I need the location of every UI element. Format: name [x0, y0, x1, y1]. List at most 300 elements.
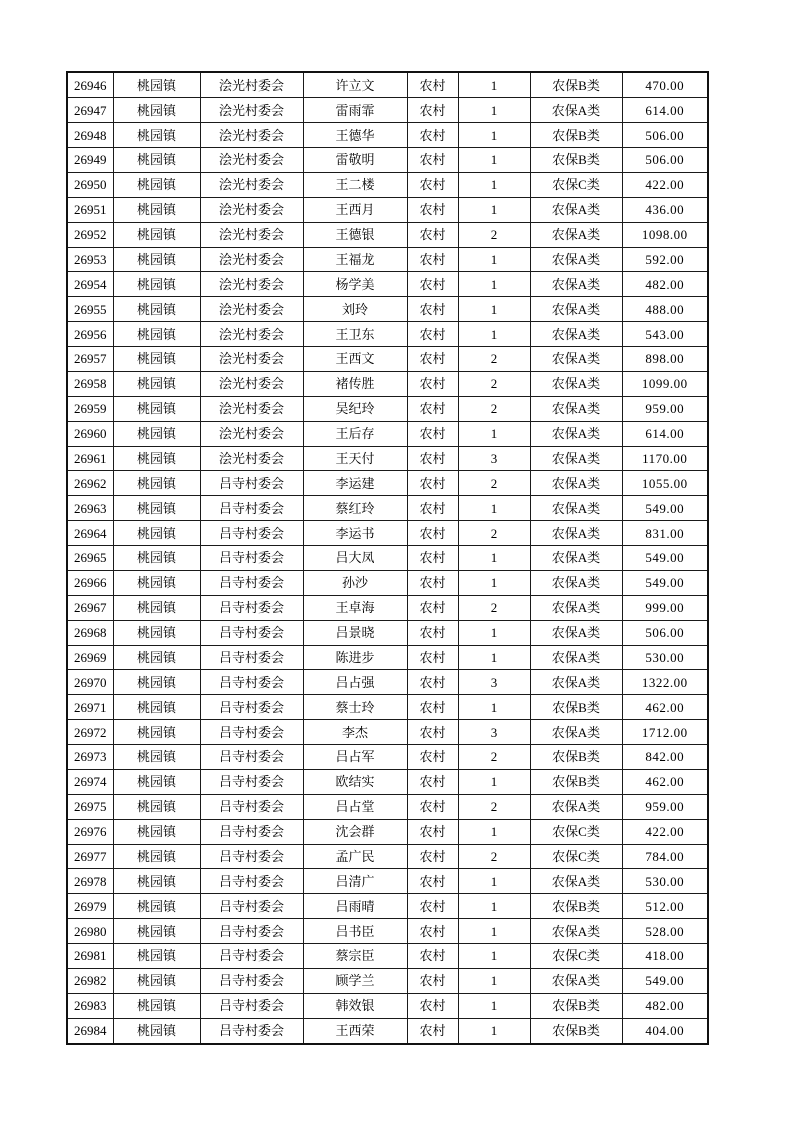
cell-village-committee: 吕寺村委会 — [200, 645, 303, 670]
table-row — [67, 968, 708, 993]
cell-person-count: 1 — [458, 148, 530, 173]
cell-record-id: 26976 — [67, 819, 113, 844]
table-row — [67, 148, 708, 173]
cell-name: 吕占堂 — [303, 794, 407, 819]
table-row — [67, 123, 708, 148]
cell-record-id: 26956 — [67, 322, 113, 347]
cell-person-count: 3 — [458, 446, 530, 471]
cell-name: 王德华 — [303, 123, 407, 148]
cell-name: 顾学兰 — [303, 968, 407, 993]
cell-person-count: 1 — [458, 695, 530, 720]
cell-village-committee: 浍光村委会 — [200, 172, 303, 197]
cell-residence-type: 农村 — [407, 720, 458, 745]
cell-record-id: 26977 — [67, 844, 113, 869]
cell-name: 吕书臣 — [303, 919, 407, 944]
cell-residence-type: 农村 — [407, 745, 458, 770]
cell-person-count: 2 — [458, 794, 530, 819]
cell-village-committee: 吕寺村委会 — [200, 496, 303, 521]
cell-residence-type: 农村 — [407, 72, 458, 98]
cell-insurance-category: 农保A类 — [530, 446, 622, 471]
cell-amount: 549.00 — [622, 968, 708, 993]
cell-name: 刘玲 — [303, 297, 407, 322]
cell-person-count: 1 — [458, 819, 530, 844]
cell-name: 蔡士玲 — [303, 695, 407, 720]
cell-person-count: 1 — [458, 546, 530, 571]
cell-town: 桃园镇 — [113, 421, 200, 446]
cell-town: 桃园镇 — [113, 123, 200, 148]
cell-name: 王卫东 — [303, 322, 407, 347]
cell-village-committee: 吕寺村委会 — [200, 745, 303, 770]
cell-person-count: 2 — [458, 844, 530, 869]
cell-name: 陈进步 — [303, 645, 407, 670]
cell-town: 桃园镇 — [113, 247, 200, 272]
cell-insurance-category: 农保A类 — [530, 794, 622, 819]
cell-village-committee: 浍光村委会 — [200, 98, 303, 123]
cell-insurance-category: 农保A类 — [530, 496, 622, 521]
cell-person-count: 1 — [458, 769, 530, 794]
cell-insurance-category: 农保A类 — [530, 98, 622, 123]
cell-record-id: 26955 — [67, 297, 113, 322]
cell-person-count: 1 — [458, 272, 530, 297]
cell-town: 桃园镇 — [113, 546, 200, 571]
table-row — [67, 197, 708, 222]
cell-insurance-category: 农保A类 — [530, 197, 622, 222]
cell-amount: 506.00 — [622, 620, 708, 645]
cell-residence-type: 农村 — [407, 570, 458, 595]
table-row — [67, 695, 708, 720]
cell-village-committee: 吕寺村委会 — [200, 968, 303, 993]
cell-residence-type: 农村 — [407, 968, 458, 993]
cell-insurance-category: 农保A类 — [530, 297, 622, 322]
cell-amount: 1170.00 — [622, 446, 708, 471]
cell-town: 桃园镇 — [113, 620, 200, 645]
cell-town: 桃园镇 — [113, 720, 200, 745]
cell-amount: 549.00 — [622, 496, 708, 521]
cell-amount: 506.00 — [622, 123, 708, 148]
cell-person-count: 2 — [458, 521, 530, 546]
cell-residence-type: 农村 — [407, 645, 458, 670]
table-row — [67, 670, 708, 695]
cell-person-count: 2 — [458, 347, 530, 372]
cell-record-id: 26952 — [67, 222, 113, 247]
cell-insurance-category: 农保A类 — [530, 546, 622, 571]
cell-record-id: 26975 — [67, 794, 113, 819]
cell-insurance-category: 农保B类 — [530, 769, 622, 794]
cell-residence-type: 农村 — [407, 993, 458, 1018]
cell-name: 韩效银 — [303, 993, 407, 1018]
cell-name: 欧结实 — [303, 769, 407, 794]
cell-amount: 999.00 — [622, 595, 708, 620]
cell-residence-type: 农村 — [407, 595, 458, 620]
cell-person-count: 1 — [458, 968, 530, 993]
cell-town: 桃园镇 — [113, 1018, 200, 1044]
cell-amount: 549.00 — [622, 570, 708, 595]
cell-amount: 462.00 — [622, 695, 708, 720]
cell-town: 桃园镇 — [113, 297, 200, 322]
cell-record-id: 26981 — [67, 944, 113, 969]
cell-town: 桃园镇 — [113, 521, 200, 546]
cell-amount: 614.00 — [622, 421, 708, 446]
cell-amount: 543.00 — [622, 322, 708, 347]
cell-town: 桃园镇 — [113, 695, 200, 720]
cell-insurance-category: 农保B类 — [530, 123, 622, 148]
table-row — [67, 446, 708, 471]
cell-record-id: 26966 — [67, 570, 113, 595]
cell-town: 桃园镇 — [113, 446, 200, 471]
cell-village-committee: 吕寺村委会 — [200, 595, 303, 620]
cell-name: 王西文 — [303, 347, 407, 372]
cell-amount: 1055.00 — [622, 471, 708, 496]
cell-person-count: 1 — [458, 197, 530, 222]
cell-insurance-category: 农保A类 — [530, 471, 622, 496]
cell-record-id: 26983 — [67, 993, 113, 1018]
table-row — [67, 297, 708, 322]
cell-record-id: 26951 — [67, 197, 113, 222]
cell-name: 王二楼 — [303, 172, 407, 197]
cell-person-count: 1 — [458, 1018, 530, 1044]
cell-insurance-category: 农保A类 — [530, 396, 622, 421]
table-row — [67, 347, 708, 372]
cell-town: 桃园镇 — [113, 944, 200, 969]
cell-village-committee: 吕寺村委会 — [200, 894, 303, 919]
cell-village-committee: 吕寺村委会 — [200, 944, 303, 969]
cell-town: 桃园镇 — [113, 197, 200, 222]
cell-person-count: 1 — [458, 570, 530, 595]
cell-record-id: 26949 — [67, 148, 113, 173]
cell-insurance-category: 农保A类 — [530, 272, 622, 297]
cell-name: 吴纪玲 — [303, 396, 407, 421]
cell-amount: 422.00 — [622, 819, 708, 844]
cell-village-committee: 浍光村委会 — [200, 123, 303, 148]
cell-residence-type: 农村 — [407, 794, 458, 819]
cell-town: 桃园镇 — [113, 396, 200, 421]
cell-town: 桃园镇 — [113, 745, 200, 770]
cell-insurance-category: 农保C类 — [530, 819, 622, 844]
cell-residence-type: 农村 — [407, 894, 458, 919]
cell-town: 桃园镇 — [113, 322, 200, 347]
cell-town: 桃园镇 — [113, 869, 200, 894]
cell-residence-type: 农村 — [407, 620, 458, 645]
cell-amount: 422.00 — [622, 172, 708, 197]
cell-amount: 592.00 — [622, 247, 708, 272]
cell-village-committee: 浍光村委会 — [200, 297, 303, 322]
cell-village-committee: 浍光村委会 — [200, 72, 303, 98]
cell-village-committee: 浍光村委会 — [200, 247, 303, 272]
cell-insurance-category: 农保A类 — [530, 247, 622, 272]
cell-village-committee: 吕寺村委会 — [200, 869, 303, 894]
cell-amount: 488.00 — [622, 297, 708, 322]
cell-name: 吕占强 — [303, 670, 407, 695]
cell-amount: 1099.00 — [622, 371, 708, 396]
cell-village-committee: 浍光村委会 — [200, 197, 303, 222]
cell-name: 李运书 — [303, 521, 407, 546]
cell-village-committee: 吕寺村委会 — [200, 919, 303, 944]
cell-record-id: 26973 — [67, 745, 113, 770]
cell-name: 王福龙 — [303, 247, 407, 272]
cell-amount: 512.00 — [622, 894, 708, 919]
cell-town: 桃园镇 — [113, 968, 200, 993]
table-row — [67, 869, 708, 894]
table-row — [67, 919, 708, 944]
table-row — [67, 570, 708, 595]
cell-name: 雷雨霏 — [303, 98, 407, 123]
cell-residence-type: 农村 — [407, 172, 458, 197]
cell-residence-type: 农村 — [407, 148, 458, 173]
cell-amount: 614.00 — [622, 98, 708, 123]
cell-person-count: 1 — [458, 247, 530, 272]
cell-insurance-category: 农保A类 — [530, 570, 622, 595]
cell-name: 吕雨晴 — [303, 894, 407, 919]
cell-insurance-category: 农保B类 — [530, 745, 622, 770]
cell-person-count: 1 — [458, 322, 530, 347]
cell-residence-type: 农村 — [407, 222, 458, 247]
cell-person-count: 3 — [458, 670, 530, 695]
cell-insurance-category: 农保A类 — [530, 720, 622, 745]
cell-residence-type: 农村 — [407, 496, 458, 521]
cell-town: 桃园镇 — [113, 894, 200, 919]
cell-residence-type: 农村 — [407, 546, 458, 571]
cell-residence-type: 农村 — [407, 869, 458, 894]
cell-record-id: 26953 — [67, 247, 113, 272]
cell-residence-type: 农村 — [407, 347, 458, 372]
cell-village-committee: 吕寺村委会 — [200, 521, 303, 546]
cell-residence-type: 农村 — [407, 297, 458, 322]
cell-record-id: 26969 — [67, 645, 113, 670]
cell-record-id: 26963 — [67, 496, 113, 521]
table-row — [67, 72, 708, 98]
cell-name: 王西荣 — [303, 1018, 407, 1044]
cell-insurance-category: 农保A类 — [530, 595, 622, 620]
cell-residence-type: 农村 — [407, 421, 458, 446]
cell-person-count: 1 — [458, 944, 530, 969]
table-row — [67, 421, 708, 446]
cell-insurance-category: 农保A类 — [530, 222, 622, 247]
cell-insurance-category: 农保A类 — [530, 620, 622, 645]
cell-insurance-category: 农保B类 — [530, 72, 622, 98]
cell-village-committee: 吕寺村委会 — [200, 769, 303, 794]
cell-person-count: 1 — [458, 172, 530, 197]
cell-name: 蔡红玲 — [303, 496, 407, 521]
cell-town: 桃园镇 — [113, 819, 200, 844]
cell-person-count: 1 — [458, 421, 530, 446]
cell-amount: 528.00 — [622, 919, 708, 944]
cell-record-id: 26958 — [67, 371, 113, 396]
cell-amount: 462.00 — [622, 769, 708, 794]
cell-name: 雷敬明 — [303, 148, 407, 173]
cell-town: 桃园镇 — [113, 496, 200, 521]
cell-person-count: 1 — [458, 72, 530, 98]
cell-person-count: 1 — [458, 993, 530, 1018]
cell-town: 桃园镇 — [113, 844, 200, 869]
cell-person-count: 1 — [458, 496, 530, 521]
cell-name: 王卓海 — [303, 595, 407, 620]
cell-town: 桃园镇 — [113, 371, 200, 396]
table-row — [67, 844, 708, 869]
cell-insurance-category: 农保A类 — [530, 645, 622, 670]
cell-residence-type: 农村 — [407, 396, 458, 421]
cell-record-id: 26946 — [67, 72, 113, 98]
cell-record-id: 26950 — [67, 172, 113, 197]
cell-amount: 549.00 — [622, 546, 708, 571]
cell-name: 王后存 — [303, 421, 407, 446]
cell-record-id: 26978 — [67, 869, 113, 894]
cell-name: 王西月 — [303, 197, 407, 222]
table-row — [67, 371, 708, 396]
cell-residence-type: 农村 — [407, 844, 458, 869]
table-row — [67, 944, 708, 969]
cell-village-committee: 浍光村委会 — [200, 396, 303, 421]
cell-village-committee: 浍光村委会 — [200, 272, 303, 297]
table-row — [67, 794, 708, 819]
cell-residence-type: 农村 — [407, 819, 458, 844]
cell-village-committee: 浍光村委会 — [200, 421, 303, 446]
cell-town: 桃园镇 — [113, 595, 200, 620]
cell-residence-type: 农村 — [407, 371, 458, 396]
cell-residence-type: 农村 — [407, 123, 458, 148]
cell-insurance-category: 农保C类 — [530, 172, 622, 197]
cell-insurance-category: 农保B类 — [530, 894, 622, 919]
cell-village-committee: 吕寺村委会 — [200, 471, 303, 496]
cell-amount: 530.00 — [622, 645, 708, 670]
cell-name: 褚传胜 — [303, 371, 407, 396]
cell-person-count: 1 — [458, 620, 530, 645]
cell-residence-type: 农村 — [407, 322, 458, 347]
cell-residence-type: 农村 — [407, 446, 458, 471]
table-row — [67, 645, 708, 670]
cell-insurance-category: 农保C类 — [530, 944, 622, 969]
cell-town: 桃园镇 — [113, 645, 200, 670]
cell-amount: 470.00 — [622, 72, 708, 98]
cell-person-count: 2 — [458, 745, 530, 770]
cell-person-count: 1 — [458, 645, 530, 670]
cell-record-id: 26970 — [67, 670, 113, 695]
cell-village-committee: 浍光村委会 — [200, 222, 303, 247]
cell-insurance-category: 农保B类 — [530, 695, 622, 720]
cell-amount: 784.00 — [622, 844, 708, 869]
cell-person-count: 1 — [458, 297, 530, 322]
table-row — [67, 745, 708, 770]
cell-village-committee: 浍光村委会 — [200, 347, 303, 372]
cell-insurance-category: 农保A类 — [530, 371, 622, 396]
cell-amount: 506.00 — [622, 148, 708, 173]
cell-record-id: 26968 — [67, 620, 113, 645]
cell-name: 沈会群 — [303, 819, 407, 844]
cell-insurance-category: 农保C类 — [530, 844, 622, 869]
cell-insurance-category: 农保B类 — [530, 1018, 622, 1044]
cell-record-id: 26979 — [67, 894, 113, 919]
cell-town: 桃园镇 — [113, 471, 200, 496]
table-row — [67, 819, 708, 844]
cell-village-committee: 吕寺村委会 — [200, 695, 303, 720]
cell-person-count: 2 — [458, 595, 530, 620]
cell-record-id: 26967 — [67, 595, 113, 620]
cell-record-id: 26947 — [67, 98, 113, 123]
cell-amount: 530.00 — [622, 869, 708, 894]
cell-insurance-category: 农保A类 — [530, 919, 622, 944]
cell-residence-type: 农村 — [407, 670, 458, 695]
cell-insurance-category: 农保A类 — [530, 421, 622, 446]
cell-residence-type: 农村 — [407, 247, 458, 272]
cell-amount: 959.00 — [622, 794, 708, 819]
cell-residence-type: 农村 — [407, 521, 458, 546]
table-row — [67, 272, 708, 297]
table-row — [67, 222, 708, 247]
table-row — [67, 172, 708, 197]
table-row — [67, 546, 708, 571]
cell-record-id: 26954 — [67, 272, 113, 297]
table-row — [67, 595, 708, 620]
table-row — [67, 1018, 708, 1044]
cell-name: 孟广民 — [303, 844, 407, 869]
cell-record-id: 26960 — [67, 421, 113, 446]
cell-insurance-category: 农保A类 — [530, 322, 622, 347]
cell-record-id: 26974 — [67, 769, 113, 794]
cell-town: 桃园镇 — [113, 347, 200, 372]
cell-name: 许立文 — [303, 72, 407, 98]
cell-village-committee: 吕寺村委会 — [200, 620, 303, 645]
cell-town: 桃园镇 — [113, 72, 200, 98]
cell-insurance-category: 农保A类 — [530, 869, 622, 894]
cell-name: 吕占军 — [303, 745, 407, 770]
cell-record-id: 26971 — [67, 695, 113, 720]
cell-name: 李杰 — [303, 720, 407, 745]
table-row — [67, 396, 708, 421]
cell-residence-type: 农村 — [407, 919, 458, 944]
cell-residence-type: 农村 — [407, 695, 458, 720]
cell-record-id: 26964 — [67, 521, 113, 546]
table-row — [67, 620, 708, 645]
cell-amount: 831.00 — [622, 521, 708, 546]
cell-record-id: 26961 — [67, 446, 113, 471]
cell-name: 蔡宗臣 — [303, 944, 407, 969]
cell-amount: 482.00 — [622, 993, 708, 1018]
cell-name: 杨学美 — [303, 272, 407, 297]
cell-residence-type: 农村 — [407, 272, 458, 297]
cell-person-count: 1 — [458, 919, 530, 944]
cell-person-count: 1 — [458, 98, 530, 123]
cell-record-id: 26980 — [67, 919, 113, 944]
cell-residence-type: 农村 — [407, 471, 458, 496]
cell-amount: 418.00 — [622, 944, 708, 969]
cell-town: 桃园镇 — [113, 769, 200, 794]
cell-village-committee: 吕寺村委会 — [200, 993, 303, 1018]
cell-town: 桃园镇 — [113, 172, 200, 197]
cell-person-count: 2 — [458, 396, 530, 421]
table-row — [67, 247, 708, 272]
table-row — [67, 471, 708, 496]
cell-name: 李运建 — [303, 471, 407, 496]
table-row — [67, 720, 708, 745]
cell-residence-type: 农村 — [407, 1018, 458, 1044]
cell-village-committee: 吕寺村委会 — [200, 794, 303, 819]
cell-record-id: 26957 — [67, 347, 113, 372]
cell-person-count: 2 — [458, 371, 530, 396]
cell-insurance-category: 农保A类 — [530, 347, 622, 372]
cell-town: 桃园镇 — [113, 670, 200, 695]
cell-name: 吕大凤 — [303, 546, 407, 571]
table-row — [67, 496, 708, 521]
cell-record-id: 26962 — [67, 471, 113, 496]
cell-town: 桃园镇 — [113, 993, 200, 1018]
table-body — [67, 72, 708, 1044]
cell-name: 吕清广 — [303, 869, 407, 894]
cell-person-count: 3 — [458, 720, 530, 745]
cell-record-id: 26972 — [67, 720, 113, 745]
cell-town: 桃园镇 — [113, 272, 200, 297]
cell-amount: 404.00 — [622, 1018, 708, 1044]
cell-amount: 959.00 — [622, 396, 708, 421]
cell-name: 王天付 — [303, 446, 407, 471]
